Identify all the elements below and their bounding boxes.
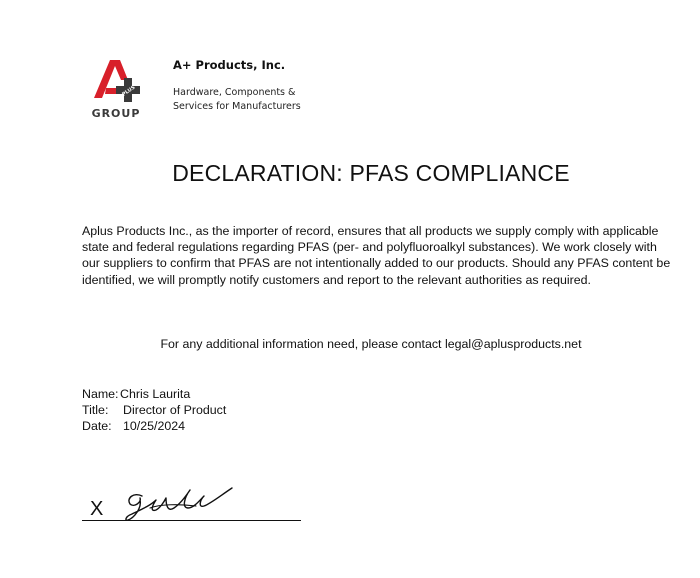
- title-label: Title:: [82, 403, 109, 417]
- declaration-body: Aplus Products Inc., as the importer of record, ensures that all products we supply comply with applicable state and federal regulations regarding PFAS (per- and polyfluoroalkyl substances). We work closely with our suppliers to confirm that PFAS are not intentionally added to our products. Should any PFAS content be identified, we will promptly notify customers and report to the relevant authorities as required.: [82, 224, 671, 287]
- handwritten-signature: [120, 478, 240, 526]
- date-row: [82, 418, 226, 434]
- title-value: Director of Product: [123, 403, 227, 417]
- logo-group-text: GROUP: [91, 107, 141, 120]
- signature-x-mark: X: [90, 498, 104, 520]
- contact-line: For any additional information need, please contact legal@aplusproducts.net: [160, 337, 582, 351]
- signatory-details: [82, 386, 226, 434]
- date-value: 10/25/2024: [123, 419, 186, 433]
- name-value: Chris Laurita: [120, 387, 191, 401]
- document-title: DECLARATION: PFAS COMPLIANCE: [172, 160, 570, 186]
- title-row: [82, 402, 226, 418]
- tagline-line-2: Services for Manufacturers: [173, 101, 301, 112]
- name-row: [82, 386, 226, 402]
- signature-line: [82, 520, 301, 521]
- date-label: Date:: [82, 419, 112, 433]
- name-label: Name:: [82, 387, 119, 401]
- company-name: A+ Products, Inc.: [173, 58, 286, 72]
- logo-badge-text: PLUS: [121, 84, 137, 98]
- aplus-group-logo: [88, 56, 148, 120]
- tagline-line-1: Hardware, Components &: [173, 87, 296, 98]
- company-tagline: [173, 86, 333, 114]
